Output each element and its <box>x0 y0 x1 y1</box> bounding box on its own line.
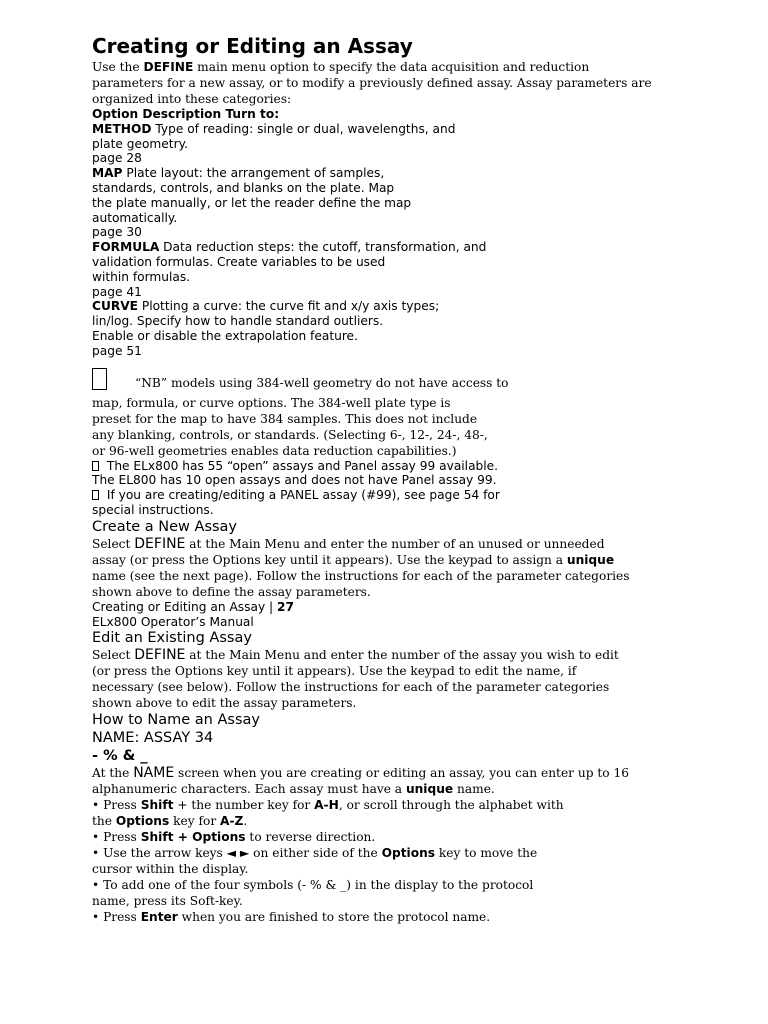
bullet-text: The EL800 has 10 open assays and does not have Panel assay 99. <box>92 473 497 488</box>
create-text: shown above to define the assay parameters. <box>92 584 371 599</box>
note-text: preset for the map to have 384 samples. This does not include <box>92 411 478 426</box>
intro-text: parameters for a new assay, or to modify a previously defined assay. Assay parameters are <box>92 76 652 90</box>
create-text: name (see the next page). Follow the instructions for each of the parameter categories <box>92 568 630 583</box>
name-paragraph <box>92 765 732 925</box>
name-text: • To add one of the four symbols (- % & _) in the display to the protocol <box>92 878 534 893</box>
note-icon <box>92 368 107 390</box>
note-first-line <box>92 368 732 391</box>
shift-options-keys: Shift + Options <box>140 830 246 845</box>
name-heading: How to Name an Assay <box>92 712 260 729</box>
option-formula-desc: within formulas. <box>92 269 191 284</box>
note-text: map, formula, or curve options. The 384-well plate type is <box>92 395 451 410</box>
define-keyword: DEFINE <box>134 535 186 552</box>
shift-key: Shift <box>140 798 174 813</box>
intro-paragraph <box>92 59 732 107</box>
options-key: Options <box>115 814 170 829</box>
name-text: when you are finished to store the protocol name. <box>177 910 491 925</box>
unique-keyword: unique <box>405 782 454 797</box>
option-map-name: MAP <box>92 166 123 181</box>
enter-key: Enter <box>140 910 178 925</box>
name-text: name. <box>453 782 495 797</box>
name-text: • Press <box>92 830 141 845</box>
edit-text: Select <box>92 648 135 663</box>
range-a-h: A-H <box>314 798 339 813</box>
edit-text: necessary (see below). Follow the instructions for each of the parameter categories <box>92 680 610 695</box>
bullet-text: If you are creating/editing a PANEL assay (#99), see page 54 for <box>103 488 500 503</box>
option-method-desc: plate geometry. <box>92 136 188 151</box>
edit-paragraph <box>92 647 732 711</box>
option-curve-name: CURVE <box>92 299 138 314</box>
range-a-z: A-Z <box>220 814 244 829</box>
name-keyword: NAME <box>133 765 175 782</box>
page-footer <box>92 600 732 630</box>
footer-section: Creating or Editing an Assay | <box>92 599 278 614</box>
edit-heading: Edit an Existing Assay <box>92 630 252 647</box>
option-curve-desc: lin/log. Specify how to handle standard outliers. <box>92 314 384 329</box>
options-table <box>92 107 732 359</box>
intro-text: organized into these categories: <box>92 92 292 106</box>
name-text: the <box>92 814 116 829</box>
create-text: assay (or press the Options key until it appears). Use the keypad to assign a <box>92 552 567 567</box>
name-text: to reverse direction. <box>245 830 376 845</box>
name-text: At the <box>92 766 134 781</box>
footer-manual-title: ELx800 Operator’s Manual <box>92 614 254 629</box>
bullet-notes <box>92 459 732 518</box>
unique-keyword: unique <box>566 552 615 567</box>
create-text: at the Main Menu and enter the number of an unused or unneeded <box>185 536 605 551</box>
intro-text: Use the <box>92 60 144 74</box>
option-formula-page: page 41 <box>92 284 142 299</box>
bullet-box-icon <box>92 490 99 500</box>
create-text: Select <box>92 536 135 551</box>
option-curve-page: page 51 <box>92 343 142 358</box>
name-text: key for <box>169 814 221 829</box>
document-page <box>92 34 732 925</box>
note-text: or 96-well geometries enables data reduction capabilities.) <box>92 443 457 458</box>
name-text: name, press its Soft-key. <box>92 894 243 909</box>
note-paragraph <box>92 395 732 459</box>
footer-page-number: 27 <box>277 599 294 614</box>
options-key: Options <box>381 846 436 861</box>
name-text: • Press <box>92 798 141 813</box>
option-formula-name: FORMULA <box>92 240 160 255</box>
option-map-desc: automatically. <box>92 210 178 225</box>
name-text: cursor within the display. <box>92 862 249 877</box>
bullet-text: The ELx800 has 55 “open” assays and Panel assay 99 available. <box>103 458 499 473</box>
bullet-box-icon <box>92 461 99 471</box>
name-text: key to move the <box>435 846 538 861</box>
define-keyword: DEFINE <box>143 60 194 74</box>
option-method-name: METHOD <box>92 121 152 136</box>
note-text: “NB” models using 384-well geometry do not have access to <box>135 375 509 390</box>
note-text: any blanking, controls, or standards. (Selecting 6-, 12-, 24-, 48-, <box>92 427 488 442</box>
create-paragraph <box>92 536 732 600</box>
name-text: alphanumeric characters. Each assay must have a <box>92 782 406 797</box>
edit-text: (or press the Options key until it appears). Use the keypad to edit the name, if <box>92 664 577 679</box>
option-method-page: page 28 <box>92 151 142 166</box>
option-method-desc: Type of reading: single or dual, wavelengths, and <box>151 121 456 136</box>
intro-text: main menu option to specify the data acquisition and reduction <box>193 60 590 74</box>
option-map-page: page 30 <box>92 225 142 240</box>
name-text: + the number key for <box>173 798 315 813</box>
option-formula-desc: validation formulas. Create variables to be used <box>92 254 386 269</box>
option-map-desc: the plate manually, or let the reader define the map <box>92 195 412 210</box>
name-text: screen when you are creating or editing an assay, you can enter up to 16 <box>174 766 629 781</box>
option-formula-desc: Data reduction steps: the cutoff, transformation, and <box>159 240 487 255</box>
name-display-line2: - % & _ <box>92 748 148 765</box>
option-map-desc: standards, controls, and blanks on the plate. Map <box>92 180 395 195</box>
define-keyword: DEFINE <box>134 647 186 664</box>
bullet-text: special instructions. <box>92 502 214 517</box>
option-curve-desc: Plotting a curve: the curve fit and x/y axis types; <box>137 299 440 314</box>
option-curve-desc: Enable or disable the extrapolation feature. <box>92 328 358 343</box>
name-text: , or scroll through the alphabet with <box>338 798 564 813</box>
name-text: • Use the arrow keys ◄ ► on either side of the <box>92 846 382 861</box>
name-text: • Press <box>92 910 141 925</box>
option-map-desc: Plate layout: the arrangement of samples, <box>122 166 385 181</box>
create-heading: Create a New Assay <box>92 518 238 535</box>
page-title: Creating or Editing an Assay <box>92 34 413 58</box>
name-text: . <box>243 814 248 829</box>
edit-text: at the Main Menu and enter the number of the assay you wish to edit <box>185 648 619 663</box>
edit-text: shown above to edit the assay parameters. <box>92 696 357 711</box>
name-display-line1: NAME: ASSAY 34 <box>92 730 214 747</box>
table-header: Option Description Turn to: <box>92 107 280 121</box>
